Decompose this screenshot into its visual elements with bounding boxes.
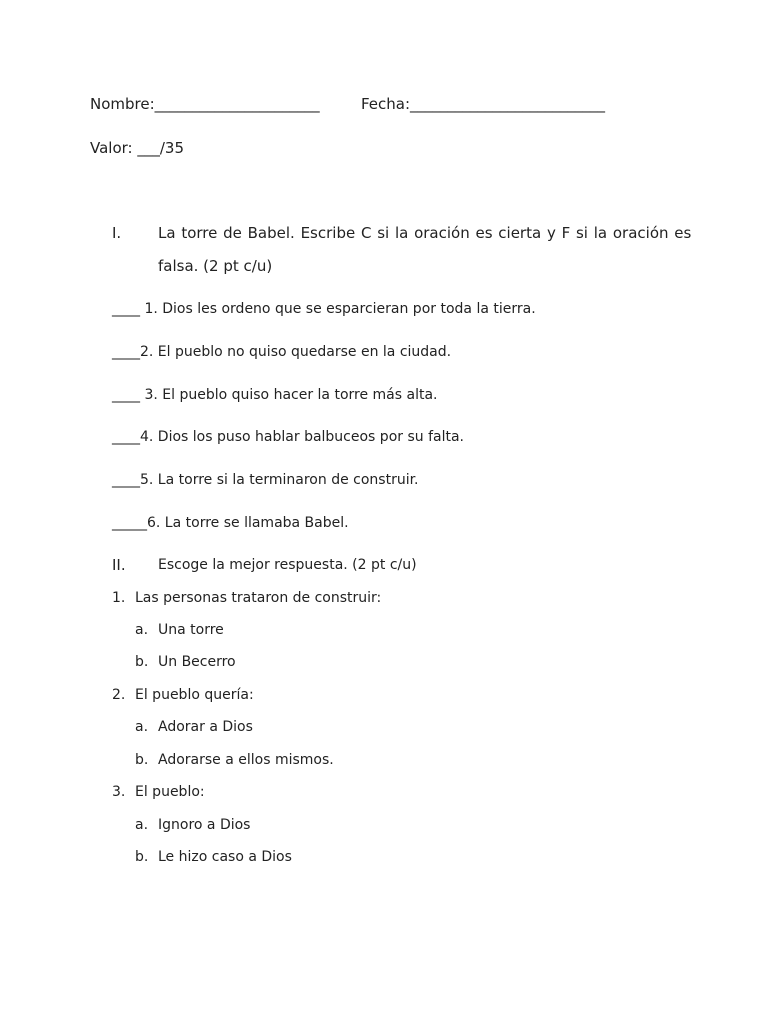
section2-instruction: Escoge la mejor respuesta. (2 pt c/u) [158, 557, 417, 573]
question-2-number: 2. [112, 687, 126, 703]
question-2-option-a: Adorar a Dios [158, 719, 253, 735]
question-1-text: Las personas trataron de construir: [135, 590, 382, 606]
question-1-option-b-letter: b. [135, 654, 149, 670]
question-3-option-b-letter: b. [135, 849, 149, 865]
question-3-option-a: Ignoro a Dios [158, 817, 251, 833]
question-2-option-a-letter: a. [135, 719, 149, 735]
question-2-option-b: Adorarse a ellos mismos. [158, 752, 334, 768]
section1-numeral: I. [112, 224, 122, 242]
question-1-option-b: Un Becerro [158, 654, 236, 670]
question-2-text: El pueblo quería: [135, 687, 254, 703]
valor-field: Valor: ___/35 [90, 139, 184, 157]
tf-item-3: ____ 3. El pueblo quiso hacer la torre más alta. [112, 387, 438, 403]
tf-item-6: _____6. La torre se llamaba Babel. [112, 515, 349, 531]
tf-item-5: ____5. La torre si la terminaron de construir. [112, 472, 419, 488]
question-3-number: 3. [112, 784, 126, 800]
question-3-option-b: Le hizo caso a Dios [158, 849, 292, 865]
section1-instruction: La torre de Babel. Escribe C si la oración es cierta y F si la oración es [158, 224, 692, 242]
question-3-option-a-letter: a. [135, 817, 149, 833]
question-1-number: 1. [112, 590, 126, 606]
tf-item-4: ____4. Dios los puso hablar balbuceos por su falta. [112, 429, 464, 445]
tf-item-2: ____2. El pueblo no quiso quedarse en la ciudad. [112, 344, 452, 360]
question-1-option-a-letter: a. [135, 622, 149, 638]
question-3-text: El pueblo: [135, 784, 205, 800]
tf-item-1: ____ 1. Dios les ordeno que se esparcieran por toda la tierra. [112, 301, 536, 317]
section2-numeral: II. [112, 556, 126, 574]
fecha-field: Fecha:__________________________ [361, 95, 606, 113]
section1-instruction-cont: falsa. (2 pt c/u) [158, 257, 273, 275]
nombre-field: Nombre:______________________ [90, 95, 320, 113]
question-2-option-b-letter: b. [135, 752, 149, 768]
question-1-option-a: Una torre [158, 622, 224, 638]
